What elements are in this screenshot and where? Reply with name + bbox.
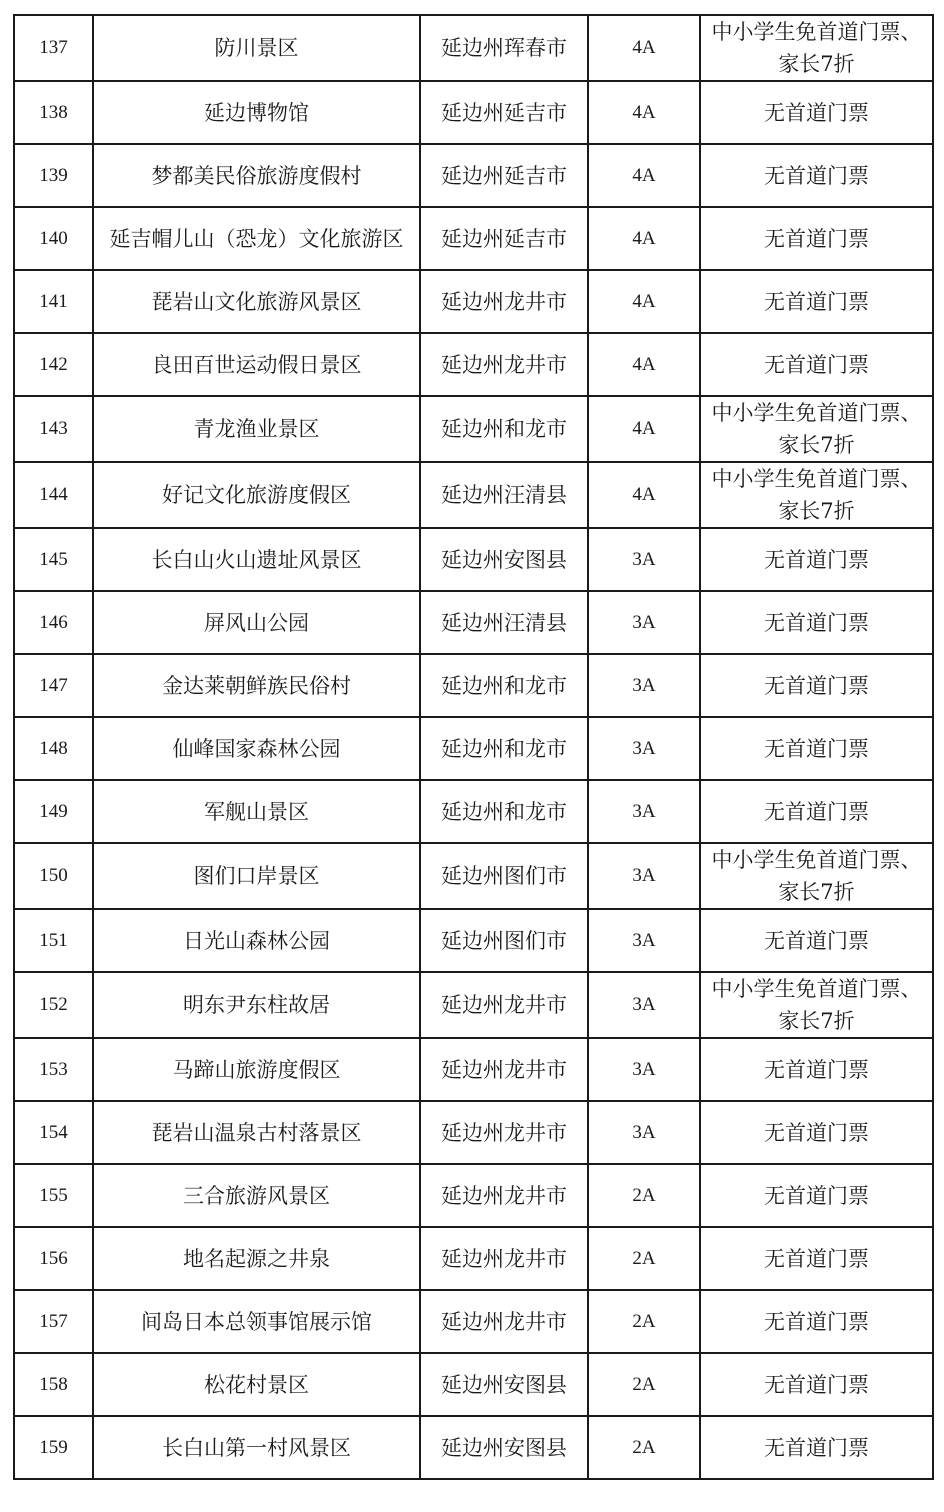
row-number-cell: 141 [14, 270, 93, 333]
ticket-policy-cell: 无首道门票 [700, 1290, 933, 1353]
scenic-name-cell: 日光山森林公园 [93, 909, 420, 972]
ticket-policy-cell: 无首道门票 [700, 1038, 933, 1101]
region-cell: 延边州安图县 [420, 528, 588, 591]
table-row [14, 207, 933, 270]
table-row [14, 396, 933, 462]
region-cell: 延边州图们市 [420, 843, 588, 909]
ticket-policy-cell: 中小学生免首道门票、家长7折 [700, 843, 933, 909]
region-cell: 延边州和龙市 [420, 654, 588, 717]
ticket-policy-cell: 无首道门票 [700, 1101, 933, 1164]
ticket-policy-cell: 无首道门票 [700, 144, 933, 207]
grade-cell: 4A [588, 396, 700, 462]
row-number-cell: 154 [14, 1101, 93, 1164]
scenic-name-cell: 青龙渔业景区 [93, 396, 420, 462]
grade-cell: 3A [588, 717, 700, 780]
ticket-policy-cell: 无首道门票 [700, 333, 933, 396]
table-row [14, 15, 933, 81]
row-number-cell: 144 [14, 462, 93, 528]
table-row [14, 909, 933, 972]
row-number-cell: 146 [14, 591, 93, 654]
scenic-name-cell: 防川景区 [93, 15, 420, 81]
region-cell: 延边州和龙市 [420, 717, 588, 780]
scenic-name-cell: 间岛日本总领事馆展示馆 [93, 1290, 420, 1353]
grade-cell: 3A [588, 1101, 700, 1164]
ticket-policy-cell: 无首道门票 [700, 780, 933, 843]
scenic-name-cell: 琵岩山温泉古村落景区 [93, 1101, 420, 1164]
grade-cell: 2A [588, 1227, 700, 1290]
row-number-cell: 139 [14, 144, 93, 207]
row-number-cell: 152 [14, 972, 93, 1038]
scenic-name-cell: 长白山火山遗址风景区 [93, 528, 420, 591]
ticket-policy-cell: 无首道门票 [700, 1416, 933, 1479]
scenic-name-cell: 松花村景区 [93, 1353, 420, 1416]
scenic-name-cell: 长白山第一村风景区 [93, 1416, 420, 1479]
row-number-cell: 156 [14, 1227, 93, 1290]
grade-cell: 3A [588, 528, 700, 591]
table-row [14, 528, 933, 591]
scenic-name-cell: 地名起源之井泉 [93, 1227, 420, 1290]
row-number-cell: 155 [14, 1164, 93, 1227]
grade-cell: 4A [588, 270, 700, 333]
grade-cell: 3A [588, 843, 700, 909]
region-cell: 延边州汪清县 [420, 462, 588, 528]
table-row [14, 462, 933, 528]
table-row [14, 144, 933, 207]
scenic-name-cell: 图们口岸景区 [93, 843, 420, 909]
row-number-cell: 142 [14, 333, 93, 396]
table-row [14, 1353, 933, 1416]
scenic-name-cell: 三合旅游风景区 [93, 1164, 420, 1227]
ticket-policy-cell: 无首道门票 [700, 1164, 933, 1227]
row-number-cell: 149 [14, 780, 93, 843]
ticket-policy-cell: 中小学生免首道门票、家长7折 [700, 396, 933, 462]
table-row [14, 1164, 933, 1227]
region-cell: 延边州龙井市 [420, 1164, 588, 1227]
grade-cell: 4A [588, 15, 700, 81]
row-number-cell: 138 [14, 81, 93, 144]
row-number-cell: 137 [14, 15, 93, 81]
ticket-policy-cell: 无首道门票 [700, 528, 933, 591]
region-cell: 延边州安图县 [420, 1416, 588, 1479]
ticket-policy-cell: 无首道门票 [700, 654, 933, 717]
table-row [14, 972, 933, 1038]
table-row [14, 270, 933, 333]
ticket-policy-cell: 无首道门票 [700, 270, 933, 333]
ticket-policy-cell: 无首道门票 [700, 81, 933, 144]
row-number-cell: 158 [14, 1353, 93, 1416]
grade-cell: 2A [588, 1416, 700, 1479]
table-row [14, 1416, 933, 1479]
table-row [14, 1038, 933, 1101]
scenic-name-cell: 军舰山景区 [93, 780, 420, 843]
scenic-name-cell: 良田百世运动假日景区 [93, 333, 420, 396]
scenic-area-table [13, 14, 934, 1480]
region-cell: 延边州汪清县 [420, 591, 588, 654]
table-body [14, 15, 933, 1479]
scenic-name-cell: 仙峰国家森林公园 [93, 717, 420, 780]
ticket-policy-cell: 无首道门票 [700, 909, 933, 972]
grade-cell: 3A [588, 591, 700, 654]
grade-cell: 2A [588, 1353, 700, 1416]
region-cell: 延边州龙井市 [420, 1101, 588, 1164]
ticket-policy-cell: 无首道门票 [700, 207, 933, 270]
row-number-cell: 148 [14, 717, 93, 780]
region-cell: 延边州珲春市 [420, 15, 588, 81]
table-row [14, 81, 933, 144]
grade-cell: 4A [588, 333, 700, 396]
ticket-policy-cell: 中小学生免首道门票、家长7折 [700, 15, 933, 81]
region-cell: 延边州龙井市 [420, 972, 588, 1038]
ticket-policy-cell: 无首道门票 [700, 591, 933, 654]
region-cell: 延边州和龙市 [420, 396, 588, 462]
ticket-policy-cell: 无首道门票 [700, 717, 933, 780]
scenic-name-cell: 屏风山公园 [93, 591, 420, 654]
ticket-policy-cell: 无首道门票 [700, 1353, 933, 1416]
grade-cell: 3A [588, 780, 700, 843]
grade-cell: 2A [588, 1290, 700, 1353]
scenic-name-cell: 延边博物馆 [93, 81, 420, 144]
grade-cell: 2A [588, 1164, 700, 1227]
row-number-cell: 159 [14, 1416, 93, 1479]
table-row [14, 591, 933, 654]
scenic-area-table-container [13, 14, 932, 1480]
table-row [14, 843, 933, 909]
ticket-policy-cell: 中小学生免首道门票、家长7折 [700, 972, 933, 1038]
scenic-name-cell: 梦都美民俗旅游度假村 [93, 144, 420, 207]
grade-cell: 4A [588, 207, 700, 270]
region-cell: 延边州图们市 [420, 909, 588, 972]
table-row [14, 1227, 933, 1290]
ticket-policy-cell: 无首道门票 [700, 1227, 933, 1290]
region-cell: 延边州延吉市 [420, 81, 588, 144]
scenic-name-cell: 马蹄山旅游度假区 [93, 1038, 420, 1101]
region-cell: 延边州延吉市 [420, 144, 588, 207]
region-cell: 延边州延吉市 [420, 207, 588, 270]
row-number-cell: 147 [14, 654, 93, 717]
row-number-cell: 157 [14, 1290, 93, 1353]
region-cell: 延边州龙井市 [420, 333, 588, 396]
region-cell: 延边州龙井市 [420, 270, 588, 333]
row-number-cell: 140 [14, 207, 93, 270]
row-number-cell: 145 [14, 528, 93, 591]
grade-cell: 3A [588, 972, 700, 1038]
row-number-cell: 153 [14, 1038, 93, 1101]
table-row [14, 1101, 933, 1164]
grade-cell: 3A [588, 909, 700, 972]
table-row [14, 780, 933, 843]
grade-cell: 4A [588, 144, 700, 207]
region-cell: 延边州龙井市 [420, 1038, 588, 1101]
table-row [14, 654, 933, 717]
ticket-policy-cell: 中小学生免首道门票、家长7折 [700, 462, 933, 528]
grade-cell: 4A [588, 81, 700, 144]
row-number-cell: 143 [14, 396, 93, 462]
scenic-name-cell: 明东尹东柱故居 [93, 972, 420, 1038]
scenic-name-cell: 延吉帽儿山（恐龙）文化旅游区 [93, 207, 420, 270]
scenic-name-cell: 金达莱朝鲜族民俗村 [93, 654, 420, 717]
grade-cell: 4A [588, 462, 700, 528]
region-cell: 延边州龙井市 [420, 1290, 588, 1353]
table-row [14, 1290, 933, 1353]
region-cell: 延边州和龙市 [420, 780, 588, 843]
scenic-name-cell: 好记文化旅游度假区 [93, 462, 420, 528]
region-cell: 延边州安图县 [420, 1353, 588, 1416]
region-cell: 延边州龙井市 [420, 1227, 588, 1290]
grade-cell: 3A [588, 654, 700, 717]
table-row [14, 333, 933, 396]
table-row [14, 717, 933, 780]
scenic-name-cell: 琵岩山文化旅游风景区 [93, 270, 420, 333]
row-number-cell: 150 [14, 843, 93, 909]
row-number-cell: 151 [14, 909, 93, 972]
grade-cell: 3A [588, 1038, 700, 1101]
